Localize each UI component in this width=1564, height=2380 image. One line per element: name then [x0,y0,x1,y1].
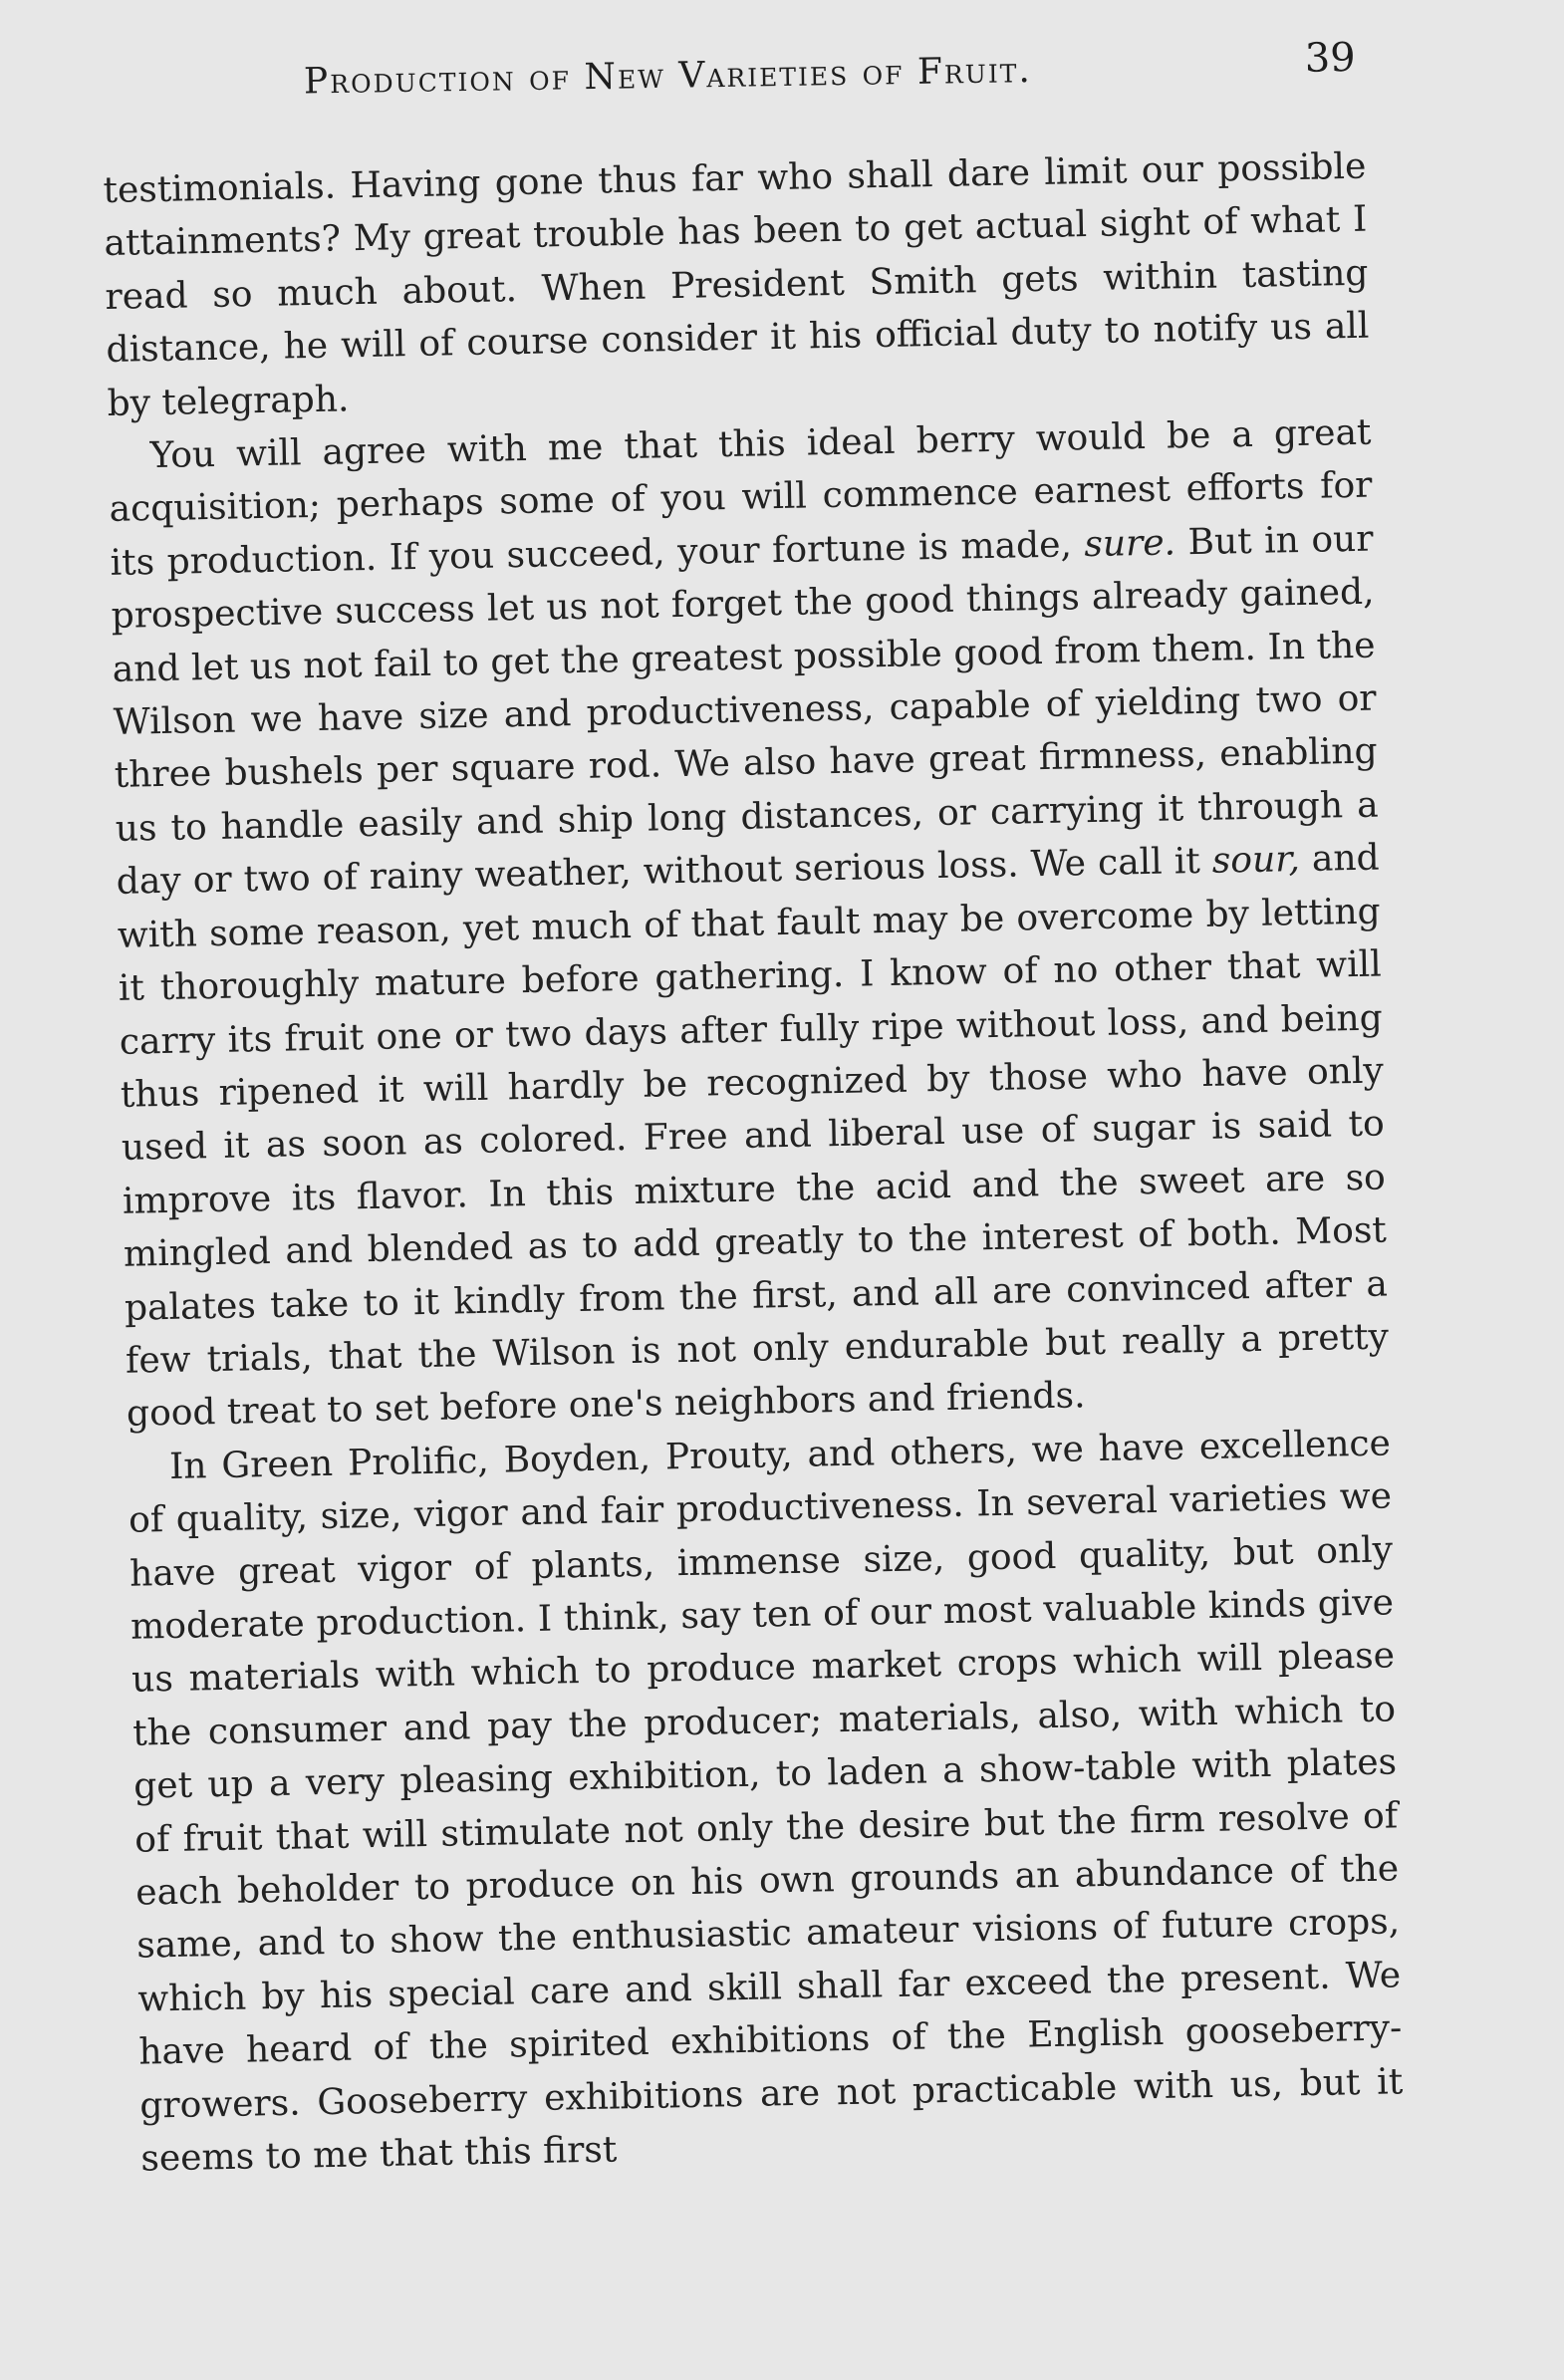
page-header [0,26,1564,131]
text-run: But in our prospective success let us not forget the good things already gained, and let us not fail to get the greatest possible good from them. In the Wilson we have size and productiveness, capable of yielding two or three bushels per square rod. We also have great firmness, enabling us to handle easily and ship long distances, or carrying it through a day or two of rainy weather, without serious loss. We call it [111,518,1379,904]
italic-text-run: sour, [1211,839,1301,883]
italic-text-run: sure. [1083,522,1176,565]
text-run: testimonials. Having gone thus far who shall dare limit our possible attainments? My great trouble has been to get actual sight of what I read so much about. When President Smith gets within tasting distance, he will of course consider it his official duty to notify us all by telegraph. [103,145,1370,424]
text-run: and with some reason, yet much of that fault may be overcome by letting it thoroughly mature before gathering. I know of no other that will carry its fruit one or two days after fully ripe without loss, and being thus ripened it will hardly be recognized by those who have only used it as soon as colored. Free and liberal use of sugar is said to improve its flavor. In this mixture the acid and the sweet are so mingled and blended as to add greatly to the interest of both. Most palates take to it kindly from the first, and all are convinced after a few trials, that the Wilson is not only endurable but really a pretty good treat to set before one's neighbors and friends. [117,837,1390,1436]
text-run: In Green Prolific, Boyden, Prouty, and others, we have excellence of quality, size, vigor and fair productiveness. In several varieties we have great vigor of plants, immense size, good quality, but only moderate production. I think, say ten of our most valuable kinds give us materials with which to produce market crops which will please the consumer and pay the producer; materials, also, with which to get up a very pleasing exhibition, to laden a show-table with plates of fruit that will stimulate not only the desire but the firm resolve of each beholder to produce on his own grounds an abundance of the same, and to show the enthusiastic amateur visions of future crops, which by his special care and skill shall far exceed the present. We have heard of the spirited exhibitions of the English gooseberry-growers. Gooseberry exhibitions are not practicable with us, but it seems to me that this first [128,1423,1404,2180]
paragraph-1 [103,140,1371,430]
running-head: Production of New Varieties of Fruit. [303,50,1033,103]
page-number: 39 [1304,34,1357,82]
paragraph-2 [108,406,1390,1442]
body-text [103,140,1405,2186]
paragraph-3 [128,1417,1405,2186]
text-run: You will agree with me that this ideal berry would be a great acquisition; perhaps some of you will commence earnest efforts for its production. If you succeed, your fortune is made, [109,411,1373,584]
